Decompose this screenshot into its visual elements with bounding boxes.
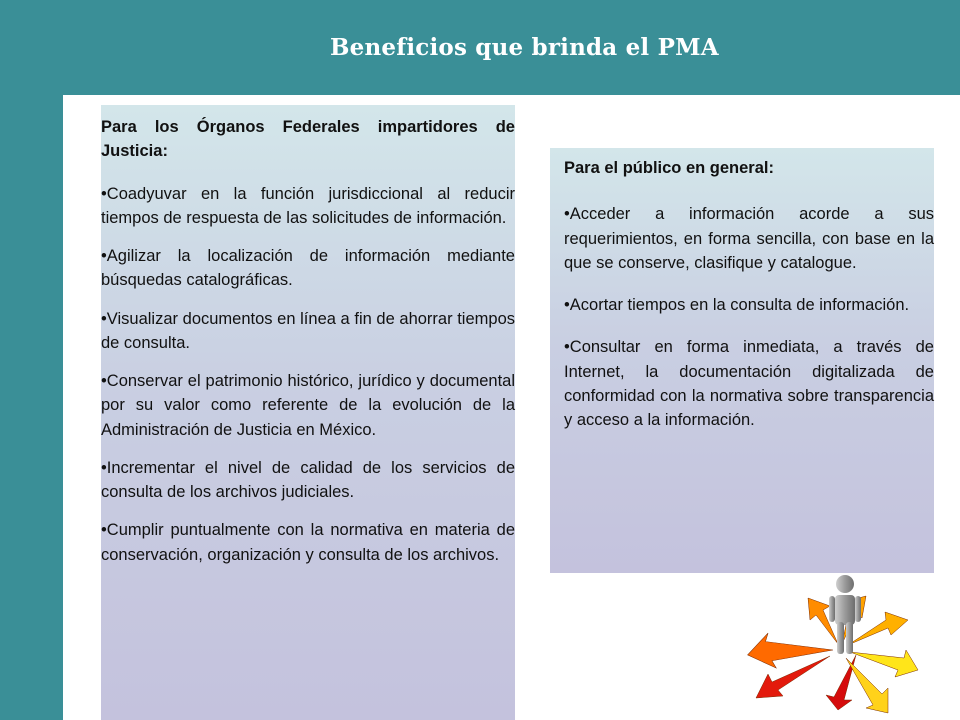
- list-item: •Coadyuvar en la función jurisdiccional al reducir tiempos de respuesta de las solicitudes de información.: [101, 184, 515, 227]
- list-item: •Consultar en forma inmediata, a través de Internet, la documentación digitalizada de conformidad con la normativa sobre transparencia y acceso a la información.: [564, 338, 934, 429]
- right-panel-heading: Para el público en general:: [564, 159, 774, 177]
- right-panel: [550, 148, 934, 573]
- list-item: •Incrementar el nivel de calidad de los servicios de consulta de los archivos judiciales.: [101, 458, 515, 501]
- list-item: •Acortar tiempos en la consulta de información.: [564, 296, 910, 314]
- slide-title: Beneficios que brinda el PMA: [330, 34, 719, 61]
- list-item: •Cumplir puntualmente con la normativa en materia de conservación, organización y consulta de los archivos.: [101, 521, 515, 564]
- list-item: •Conservar el patrimonio histórico, jurídico y documental por su valor como referente de la evolución de la Administración de Justicia en México.: [101, 372, 515, 439]
- list-item: •Visualizar documentos en línea a fin de ahorrar tiempos de consulta.: [101, 309, 515, 352]
- person-with-arrows-icon: [738, 570, 938, 715]
- left-panel: [101, 105, 515, 720]
- list-item: •Acceder a información acorde a sus requerimientos, en forma sencilla, con base en la que se conserve, clasifique y catalogue.: [564, 205, 934, 272]
- list-item: •Agilizar la localización de información mediante búsquedas catalográficas.: [101, 247, 515, 290]
- slide-body: [63, 95, 960, 720]
- header-bar: [0, 0, 960, 95]
- left-panel-heading: Para los Órganos Federales impartidores de Justicia:: [101, 118, 515, 161]
